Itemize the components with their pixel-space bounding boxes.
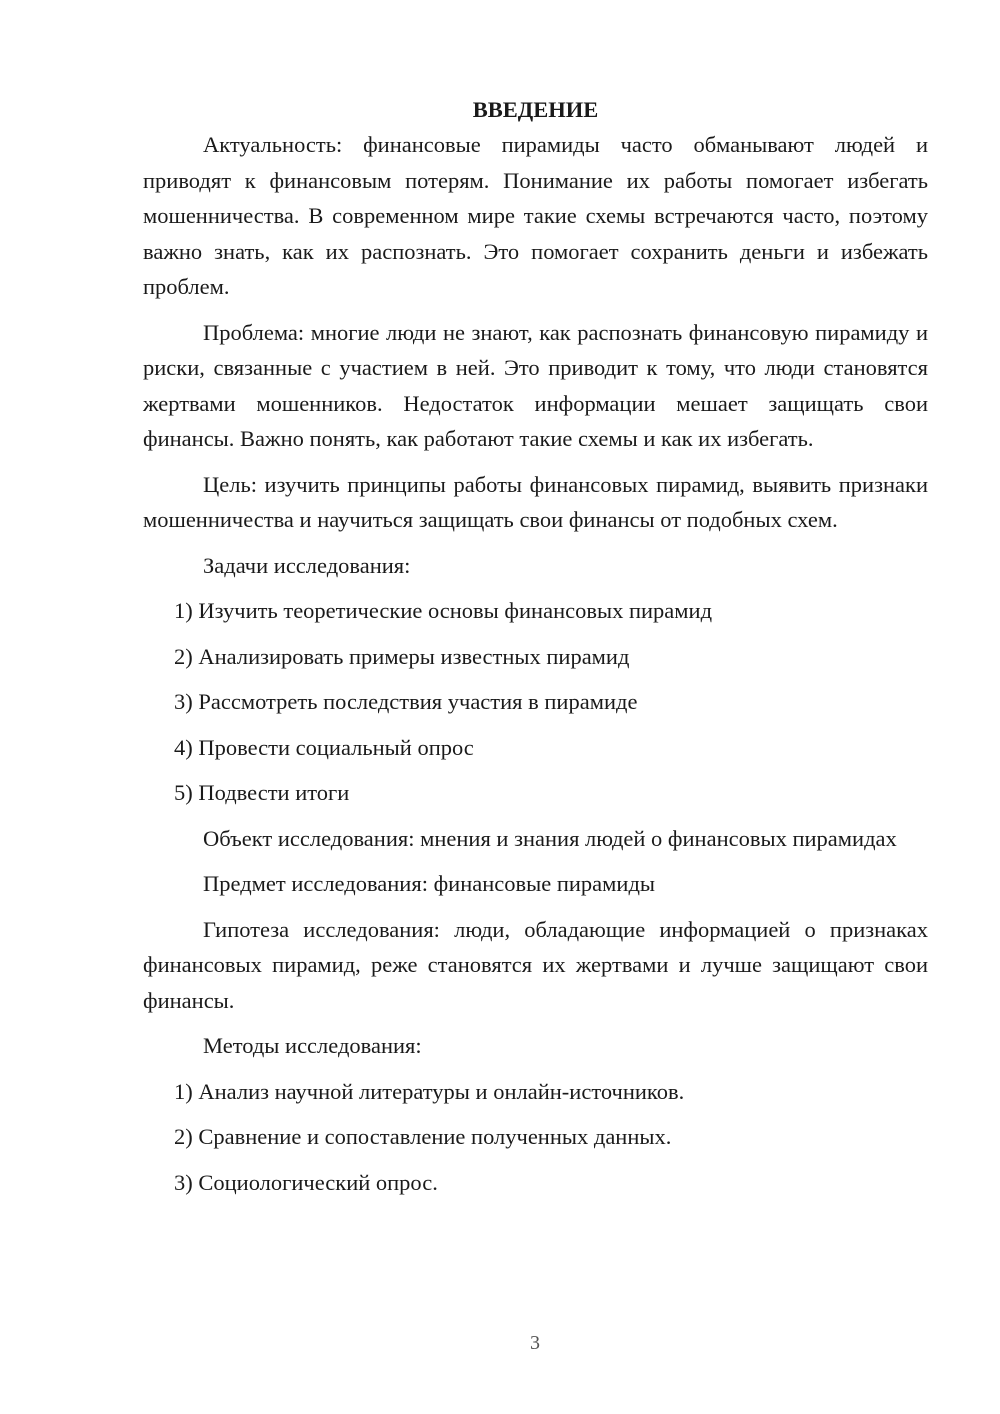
page-number: 3 (530, 1332, 540, 1354)
document-page (143, 92, 928, 1210)
task-item: 3) Рассмотреть последствия участия в пирамиде (174, 689, 638, 714)
methods-label: Методы исследования: (203, 1033, 422, 1058)
task-item: 4) Провести социальный опрос (174, 734, 474, 760)
method-item: 1) Анализ научной литературы и онлайн-источников. (174, 1078, 685, 1104)
goal-paragraph: Цель: изучить принципы работы финансовых пирамид, выявить признаки мошенничества и научиться защищать свои финансы от подобных схем. (143, 471, 928, 532)
method-item: 2) Сравнение и сопоставление полученных данных. (174, 1124, 672, 1149)
relevance-paragraph: Актуальность: финансовые пирамиды часто обманывают людей и приводят к финансовым потерям. Понимание их работы помогает избегать мошенничества. В современном мире такие схемы встречаются часто, поэтому важно знать, как их распознать. Это помогает сохранить деньги и избежать проблем. (143, 132, 928, 299)
task-item: 5) Подвести итоги (174, 780, 350, 805)
task-item: 1) Изучить теоретические основы финансовых пирамид (174, 598, 713, 623)
hypothesis-paragraph: Гипотеза исследования: люди, обладающие информацией о признаках финансовых пирамид, реже становятся их жертвами и лучше защищают свои финансы. (143, 916, 928, 1013)
object-paragraph: Объект исследования: мнения и знания людей о финансовых пирамидах (203, 825, 897, 851)
task-item: 2) Анализировать примеры известных пирамид (174, 643, 630, 669)
page-title: ВВЕДЕНИЕ (472, 97, 599, 122)
tasks-label: Задачи исследования: (203, 552, 411, 578)
problem-paragraph: Проблема: многие люди не знают, как распознать финансовую пирамиду и риски, связанные с участием в ней. Это приводит к тому, что люди становятся жертвами мошенников. Недостаток информации мешает защищать свои финансы. Важно понять, как работают такие схемы и как их избегать. (143, 319, 928, 451)
method-item: 3) Социологический опрос. (174, 1169, 438, 1195)
subject-paragraph: Предмет исследования: финансовые пирамиды (203, 871, 656, 896)
